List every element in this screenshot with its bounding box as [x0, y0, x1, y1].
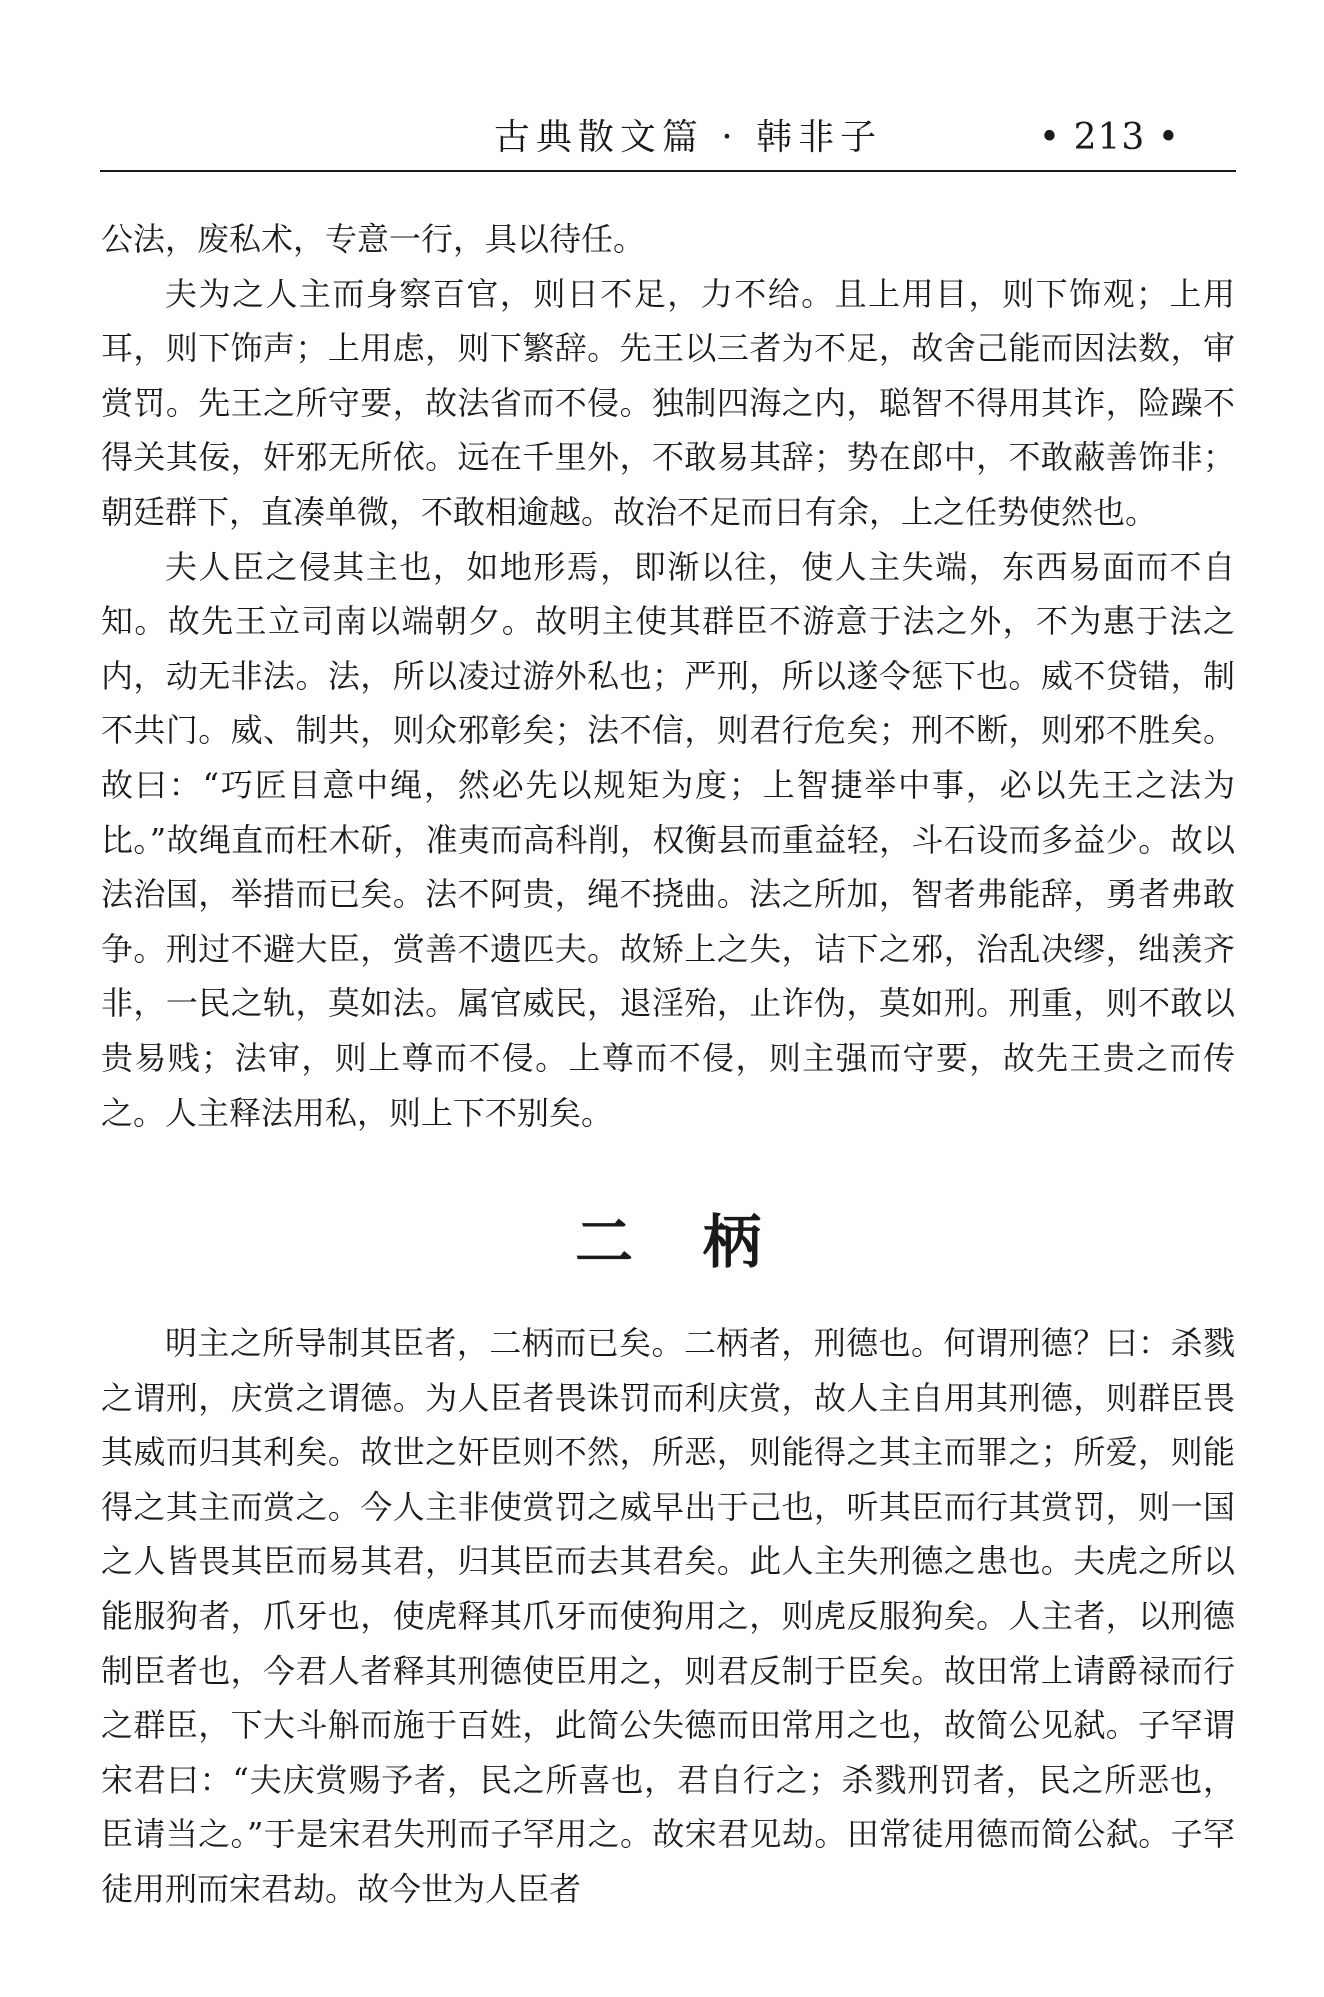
- paragraph: 夫人臣之侵其主也，如地形焉，即渐以往，使人主失端，东西易面而不自知。故先王立司南以端朝夕。故明主使其群臣不游意于法之外，不为惠于法之内，动无非法。法，所以凌过游外私也；严刑，所以遂令惩下也。威不贷错，制不共门。威、制共，则众邪彰矣；法不信，则君行危矣；刑不断，则邪不胜矣。故曰：“巧匠目意中绳，然必先以规矩为度；上智捷举中事，必以先王之法为比。”故绳直而枉木斫，准夷而高科削，权衡县而重益轻，斗石设而多益少。故以法治国，举措而已矣。法不阿贵，绳不挠曲。法之所加，智者弗能辞，勇者弗敢争。刑过不避大臣，赏善不遗匹夫。故矫上之失，诘下之邪，治乱决缪，绌羡齐非，一民之轨，莫如法。属官威民，退淫殆，止诈伪，莫如刑。刑重，则不敢以贵易贱；法审，则上尊而不侵。上尊而不侵，则主强而守要，故先王贵之而传之。人主释法用私，则上下不别矣。: [101, 547, 1235, 1132]
- running-header: [100, 108, 1236, 168]
- paragraph: 公法，废私术，专意一行，具以待任。: [101, 220, 646, 258]
- header-rule: [100, 170, 1236, 172]
- paragraph: 夫为之人主而身察百官，则日不足，力不给。且上用目，则下饰观；上用耳，则下饰声；上用虑，则下繁辞。先王以三者为不足，故舍己能而因法数，审赏罚。先王之所守要，故法省而不侵。独制四海之内，聪智不得用其诈，险躁不得关其佞，奸邪无所依。远在千里外，不敢易其辞；势在郎中，不敢蔽善饰非；朝廷群下，直凑单微，不敢相逾越。故治不足而日有余，上之任势使然也。: [101, 274, 1235, 531]
- running-header-title: 古典散文篇 · 韩非子: [493, 117, 883, 158]
- paragraph: 明主之所导制其臣者，二柄而已矣。二柄者，刑德也。何谓刑德？曰：杀戮之谓刑，庆赏之谓德。为人臣者畏诛罚而利庆赏，故人主自用其刑德，则群臣畏其威而归其利矣。故世之奸臣则不然，所恶，则能得之其主而罪之；所爱，则能得之其主而赏之。今人主非使赏罚之威早出于己也，听其臣而行其赏罚，则一国之人皆畏其臣而易其君，归其臣而去其君矣。此人主失刑德之患也。夫虎之所以能服狗者，爪牙也，使虎释其爪牙而使狗用之，则虎反服狗矣。人主者，以刑德制臣者也，今君人者释其刑德使臣用之，则君反制于臣矣。故田常上请爵禄而行之群臣，下大斗斛而施于百姓，此简公失德而田常用之也，故简公见弑。子罕谓宋君曰：“夫庆赏赐予者，民之所喜也，君自行之；杀戮刑罚者，民之所恶也，臣请当之。”于是宋君失刑而子罕用之。故宋君见劫。田常徒用德而简公弑。子罕徒用刑而宋君劫。故今世为人臣者: [101, 1324, 1235, 1908]
- section-2-body: [101, 1316, 1235, 1917]
- page-number: • 213 •: [1038, 117, 1180, 158]
- section-heading: 二柄: [574, 1208, 831, 1276]
- section-1-body: [101, 212, 1235, 1140]
